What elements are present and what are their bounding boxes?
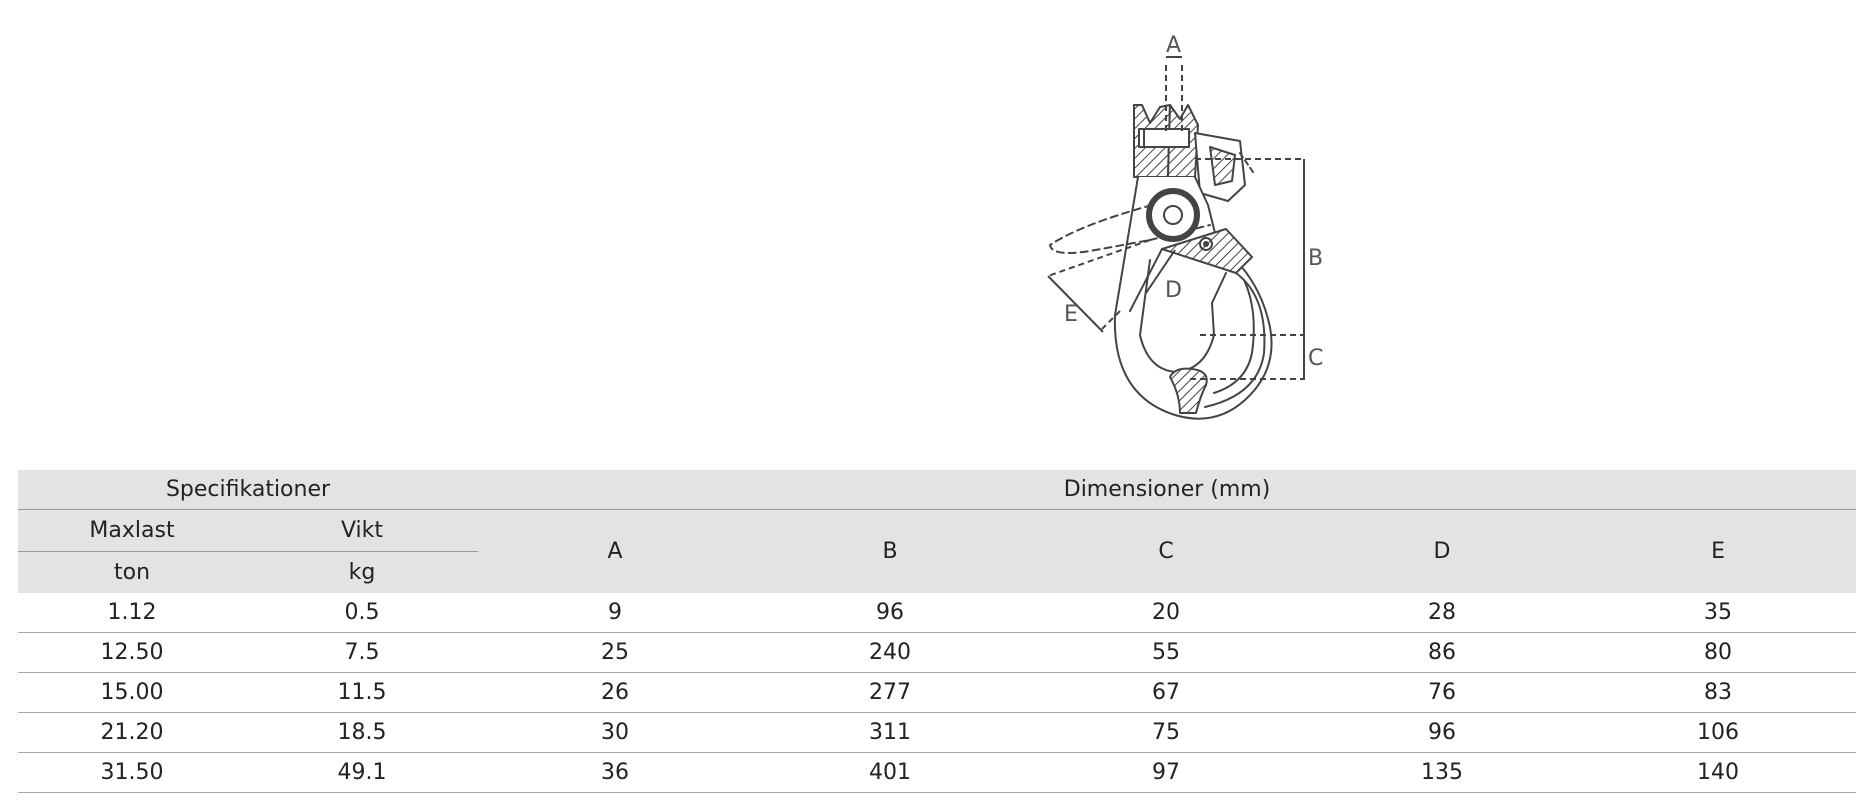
cell-b: 240 [752,633,1028,673]
table-row [18,673,1856,713]
column-d-header: D [1304,510,1580,594]
cell-weight: 49.1 [246,753,478,793]
cell-c: 67 [1028,673,1304,713]
hook-dimension-diagram [1000,35,1360,425]
cell-max-load: 1.12 [18,593,246,633]
column-a-header: A [478,510,752,594]
cell-b: 96 [752,593,1028,633]
cell-e: 83 [1580,673,1856,713]
specifications-table [18,470,1856,793]
cell-d: 96 [1304,713,1580,753]
specifications-header: Specifikationer [18,470,478,510]
cell-a: 25 [478,633,752,673]
cell-max-load: 12.50 [18,633,246,673]
table-row [18,593,1856,633]
dimension-label-e: E [1064,302,1078,327]
cell-e: 80 [1580,633,1856,673]
cell-max-load: 31.50 [18,753,246,793]
max-load-unit: ton [18,552,246,594]
cell-d: 86 [1304,633,1580,673]
cell-a: 30 [478,713,752,753]
pin-slot [1139,129,1189,147]
cell-e: 140 [1580,753,1856,793]
table-row [18,633,1856,673]
cell-weight: 18.5 [246,713,478,753]
cell-d: 28 [1304,593,1580,633]
weight-unit: kg [246,552,478,594]
table-row [18,753,1856,793]
cell-c: 75 [1028,713,1304,753]
cell-a: 26 [478,673,752,713]
dimension-label-a: A [1166,35,1182,58]
cell-b: 311 [752,713,1028,753]
cell-e: 35 [1580,593,1856,633]
cell-d: 76 [1304,673,1580,713]
cell-max-load: 15.00 [18,673,246,713]
cell-a: 9 [478,593,752,633]
column-c-header: C [1028,510,1304,594]
cell-c: 97 [1028,753,1304,793]
cell-max-load: 21.20 [18,713,246,753]
cell-a: 36 [478,753,752,793]
column-e-header: E [1580,510,1856,594]
cell-weight: 7.5 [246,633,478,673]
weight-header: Vikt [246,510,478,552]
table-row [18,713,1856,753]
cell-c: 20 [1028,593,1304,633]
dimension-label-b: B [1308,246,1324,271]
dimension-label-d: D [1165,278,1182,303]
dimensions-header: Dimensioner (mm) [478,470,1856,510]
cell-weight: 11.5 [246,673,478,713]
cell-weight: 0.5 [246,593,478,633]
cell-b: 277 [752,673,1028,713]
max-load-header: Maxlast [18,510,246,552]
swivel-pin [1149,191,1197,239]
cell-d: 135 [1304,753,1580,793]
dimension-label-c: C [1308,346,1324,371]
cell-e: 106 [1580,713,1856,753]
cell-b: 401 [752,753,1028,793]
cell-c: 55 [1028,633,1304,673]
column-b-header: B [752,510,1028,594]
